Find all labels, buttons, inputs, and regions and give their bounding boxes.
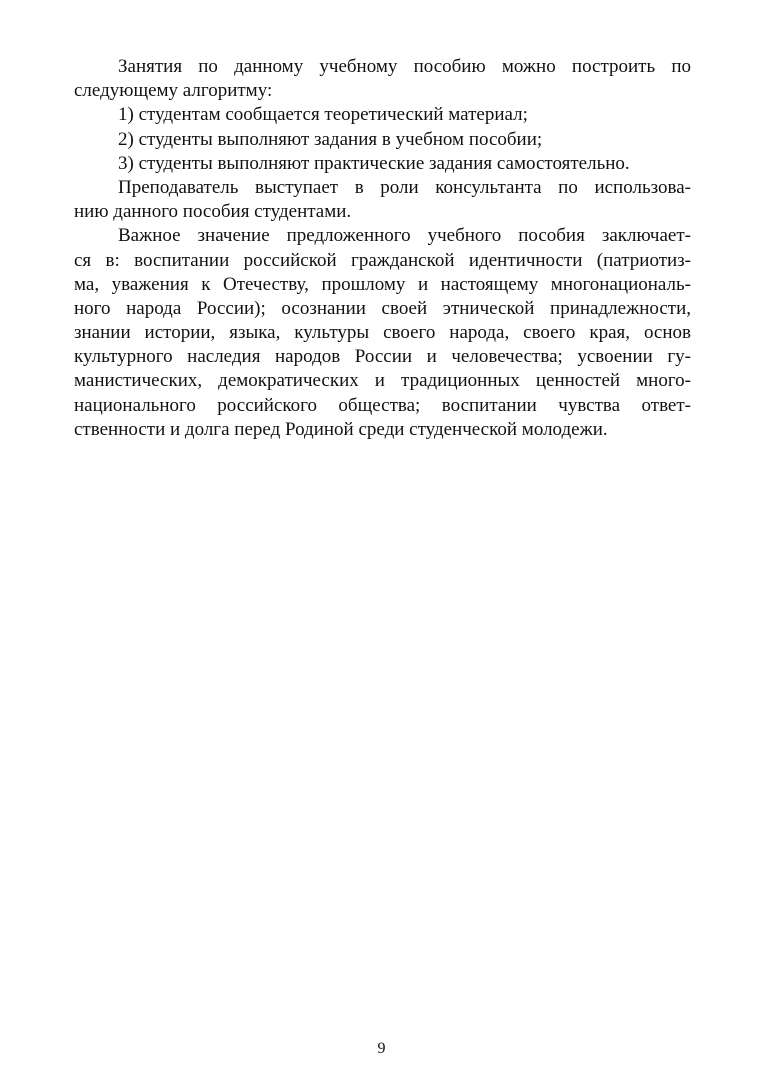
- list-item-1: [74, 103, 691, 127]
- paragraph-intro: [74, 55, 691, 103]
- text-line: 1) студентам сообщается теоретический материал;: [118, 104, 528, 126]
- text-line: 2) студенты выполняют задания в учебном пособии;: [118, 128, 543, 150]
- text-line: ма, уважения к Отечеству, прошлому и настоящему многонациональ-: [74, 273, 691, 295]
- paragraph-importance: [74, 224, 691, 442]
- text-line: культурного наследия народов России и человечества; усвоении гу-: [74, 346, 691, 368]
- text-line: нию данного пособия студентами.: [74, 201, 352, 223]
- page-number: 9: [377, 1040, 386, 1057]
- text-line: ного народа России); осознании своей этнической принадлежности,: [74, 297, 691, 319]
- list-item-3: [74, 152, 691, 176]
- document-body: [74, 55, 691, 442]
- text-line: Важное значение предложенного учебного пособия заключает-: [118, 225, 691, 247]
- text-line: Занятия по данному учебному пособию можно построить по: [118, 56, 691, 77]
- paragraph-teacher-role: [74, 176, 691, 224]
- text-line: национального российского общества; воспитании чувства ответ-: [74, 394, 691, 416]
- text-line: 3) студенты выполняют практические задания самостоятельно.: [118, 152, 630, 174]
- text-line: ственности и долга перед Родиной среди студенческой молодежи.: [74, 418, 608, 440]
- list-item-2: [74, 128, 691, 152]
- text-line: манистических, демократических и традиционных ценностей много-: [74, 370, 691, 392]
- text-line: знании истории, языка, культуры своего народа, своего края, основ: [74, 322, 691, 344]
- text-line: ся в: воспитании российской гражданской идентичности (патриотиз-: [74, 249, 691, 271]
- text-line: Преподаватель выступает в роли консультанта по использова-: [118, 176, 691, 198]
- text-line: следующему алгоритму:: [74, 80, 273, 102]
